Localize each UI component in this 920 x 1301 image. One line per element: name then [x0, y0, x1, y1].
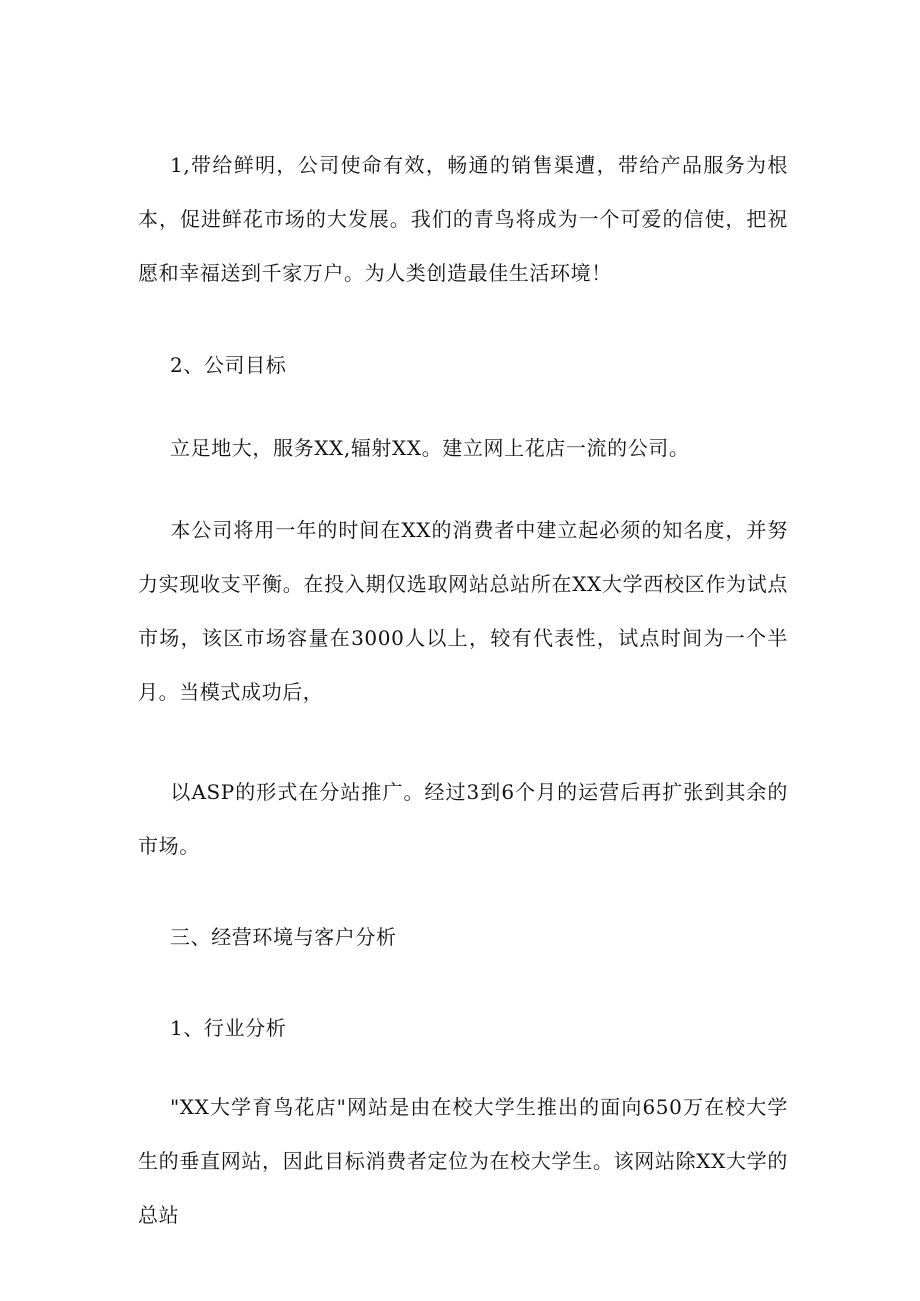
- heading-environment-analysis: 三、经营环境与客户分析: [170, 925, 397, 949]
- paragraph-mission-text: 1,带给鲜明，公司使命有效，畅通的销售渠遭，带给产品服务为根本，促进鲜花市场的大发展。我们的青鸟将成为一个可爱的信使，把祝愿和幸福送到千家万户。为人类创造最佳生活环境！: [138, 153, 788, 285]
- paragraph-asp-rollout: [138, 765, 788, 873]
- paragraph-pilot-plan: [138, 503, 788, 719]
- heading-company-goal: 2、公司目标: [170, 353, 287, 377]
- paragraph-mission: [138, 138, 788, 300]
- paragraph-website-intro: [138, 1080, 788, 1242]
- paragraph-website-intro-text: "XX大学育鸟花店"网站是由在校大学生推出的面向650万在校大学生的垂直网站，因此目标消费者定位为在校大学生。该网站除XX大学的总站: [138, 1095, 788, 1227]
- paragraph-pilot-plan-text: 本公司将用一年的时间在XX的消费者中建立起必须的知名度，并努力实现收支平衡。在投入期仅选取网站总站所在XX大学西校区作为试点市场，该区市场容量在3000人以上，较有代表性，试点时间为一个半月。当模式成功后，: [138, 518, 788, 704]
- heading-industry-analysis: 1、行业分析: [170, 1016, 287, 1040]
- paragraph-asp-rollout-text: 以ASP的形式在分站推广。经过3到6个月的运营后再扩张到其余的市场。: [138, 780, 788, 858]
- paragraph-goal-summary: 立足地大，服务XX,辐射XX。建立网上花店一流的公司。: [170, 436, 690, 460]
